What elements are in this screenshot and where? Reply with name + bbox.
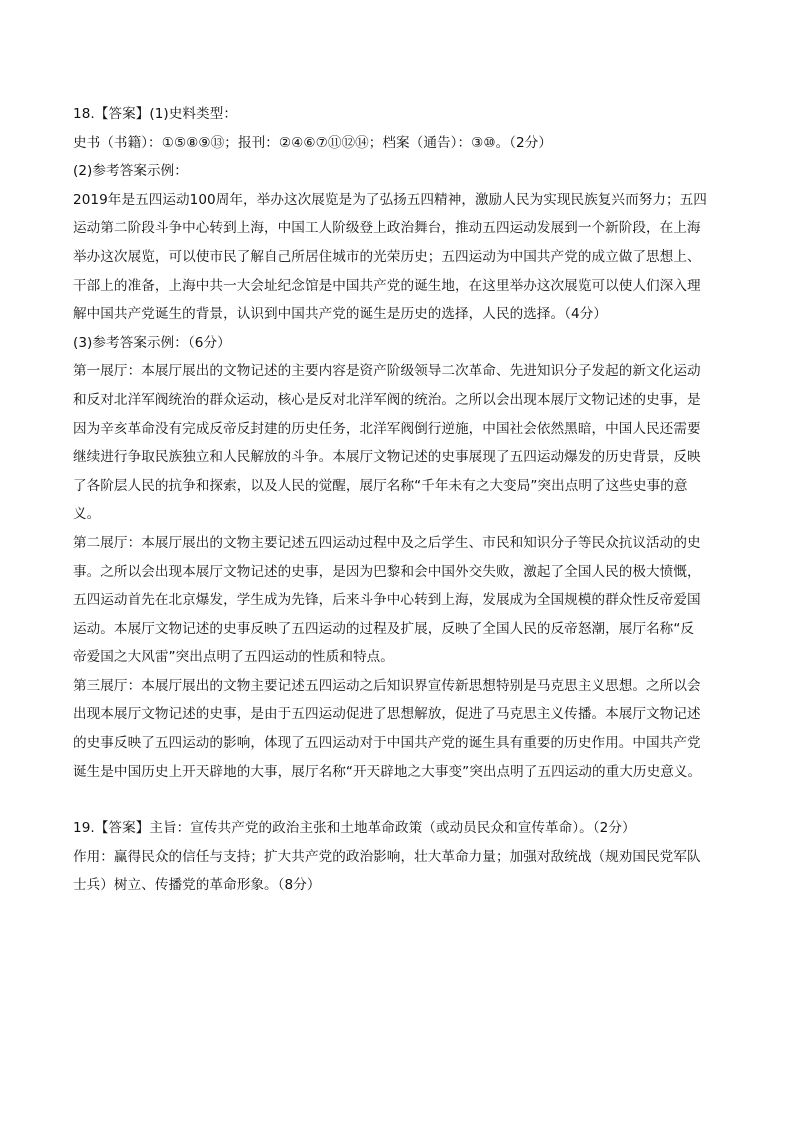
q19-theme: 主旨：宣传共产党的政治主张和土地革命政策（或动员民众和宣传革命）。（2分） [149, 820, 636, 837]
q18-part2-title: (2)参考答案示例： [73, 163, 188, 180]
hall2-line: 第二展厅：本展厅展出的文物主要记述五四运动过程中及之后学生、市民和知识分子等民众抗议活动的史 [73, 534, 701, 551]
q18-header [73, 100, 725, 129]
hall-3-paragraph [73, 672, 725, 786]
q18-number: 18. [73, 106, 95, 122]
q18-part2-line: 干部上的准备，上海中共一大会址纪念馆是中国共产党的诞生地，在这里举办这次展览可以使人们深入理 [73, 277, 701, 294]
q19-effect-line: 作用：赢得民众的信任与支持；扩大共产党的政治影响，壮大革命力量；加强对敌统战（规劝国民党军队 [73, 848, 701, 865]
hall2-line: 帝爱国之大风雷”突出点明了五四运动的性质和特点。 [73, 649, 394, 666]
section-spacer [73, 786, 725, 814]
q18-part2-line: 解中国共产党诞生的背景，认识到中国共产党的诞生是历史的选择，人民的选择。（4分） [73, 306, 608, 323]
q18-part2-line: 2019年是五四运动100周年，举办这次展览是为了弘扬五四精神，激励人民为实现民族复兴而努力；五四 [73, 191, 707, 208]
q18-part2-line: 举办这次展览，可以使市民了解自己所居住城市的光荣历史；五四运动为中国共产党的成立做了思想上、 [73, 248, 701, 265]
hall1-line: 因为辛亥革命没有完成反帝反封建的历史任务，北洋军阀倒行逆施，中国社会依然黑暗，中国人民还需要 [73, 420, 701, 437]
q18-part3-title: (3)参考答案示例：（6分） [73, 334, 231, 351]
q19-effect-line: 士兵）树立、传播党的革命形象。（8分） [73, 877, 321, 894]
q19-answer-tag: 【答案】 [94, 820, 150, 837]
hall1-line: 义。 [73, 506, 101, 523]
question-18 [73, 100, 725, 786]
q19-header [73, 814, 725, 843]
q18-part2-line: 运动第二阶段斗争中心转到上海，中国工人阶级登上政治舞台，推动五四运动发展到一个新阶段，在上海 [73, 220, 701, 237]
hall3-line: 诞生是中国历史上开天辟地的大事，展厅名称“开天辟地之大事变”突出点明了五四运动的重大历史意义。 [73, 763, 702, 780]
q19-number: 19. [73, 820, 95, 837]
answer-document [73, 100, 725, 900]
hall1-line: 了各阶层人民的抗争和探索，以及人民的觉醒，展厅名称“千年未有之大变局”突出点明了这些史事的意 [73, 477, 688, 494]
hall2-line: 运动。本展厅文物记述的史事反映了五四运动的过程及扩展，反映了全国人民的反帝怒潮，展厅名称“反 [73, 620, 695, 637]
hall1-line: 继续进行争取民族独立和人民解放的斗争。本展厅文物记述的史事展现了五四运动爆发的历史背景，反映 [73, 449, 701, 466]
hall1-line: 第一展厅：本展厅展出的文物记述的主要内容是资产阶级领导二次革命、先进知识分子发起的新文化运动 [73, 363, 701, 380]
hall2-line: 事。之所以会出现本展厅文物记述的史事，是因为巴黎和会中国外交失败，激起了全国人民的极大愤慨， [73, 563, 701, 580]
q18-answer-tag: 【答案】 [94, 106, 150, 122]
hall3-line: 的史事反映了五四运动的影响，体现了五四运动对于中国共产党的诞生具有重要的历史作用。中国共产党 [73, 735, 701, 752]
hall-1-paragraph [73, 357, 725, 529]
q18-part1-body: 史书（书籍）：①⑤⑧⑨⑬；报刊：②④⑥⑦⑪⑫⑭；档案（通告）：③⑩。（2分） [73, 134, 553, 151]
hall-2-paragraph [73, 529, 725, 672]
hall3-line: 第三展厅：本展厅展出的文物主要记述五四运动之后知识界宣传新思想特别是马克思主义思想。之所以会 [73, 677, 701, 694]
hall2-line: 五四运动首先在北京爆发，学生成为先锋，后来斗争中心转到上海，发展成为全国规模的群众性反帝爱国 [73, 592, 701, 609]
hall3-line: 出现本展厅文物记述的史事，是由于五四运动促进了思想解放，促进了马克思主义传播。本展厅文物记述 [73, 706, 701, 723]
hall1-line: 和反对北洋军阀统治的群众运动，核心是反对北洋军阀的统治。之所以会出现本展厅文物记述的史事，是 [73, 391, 701, 408]
q18-part1-title: (1)史料类型： [149, 106, 237, 122]
question-19 [73, 814, 725, 900]
